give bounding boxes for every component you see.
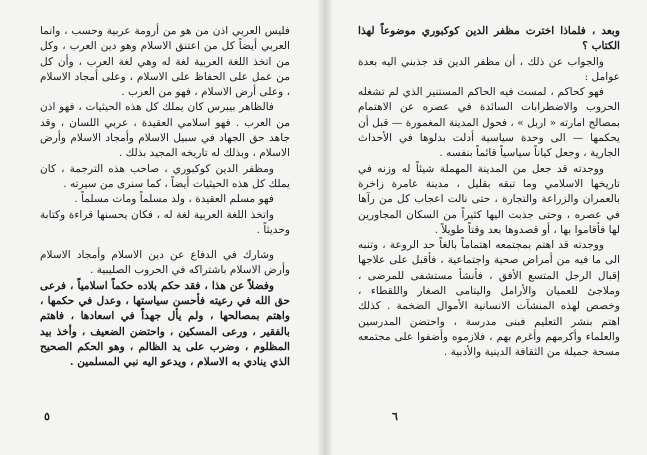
page-number: ٦ — [392, 410, 398, 423]
right-page-text — [358, 24, 620, 361]
paragraph: فليس العربي اذن من هو من أرومة عربية وحسب ، وانما العربي أيضاً كل من اعتنق الاسلام وهو دين العرب ، وكل من اتخذ اللغة العربية لغة له وهي لغة العرب ، وأن كل من عمل على الحفاظ على الاسلام ، وعلى أمجاد الاسلام ، وعلى أرض الاسلام ، فهو من العرب . — [40, 25, 290, 99]
left-page-text — [40, 24, 290, 371]
paragraph: وشارك في الدفاع عن دين الاسلام وأمجاد الاسلام وأرض الاسلام باشتراكه في الحروب الصليبية . — [40, 249, 290, 277]
paragraph: ومظفر الدين كوكبوري ، صاحب هذه الترجمة ، كان يملك كل هذه الحيثيات أيضاً ، كما سنرى من سيرته . — [40, 162, 290, 190]
left-page — [0, 0, 318, 455]
paragraph: ووجدته قد جعل من المدينة المهملة شيئاً له وزنه في تاريخها الاسلامي وما تبقه بقليل ، مدينة عامرة زاخرة بالعمران والزراعة والتجارة ، حتى نالت اعجاب كل من رآها في عصره ، وحتى جذبت اليها كثيراً من السكان المجاورين لها فأقاموا بها ، أو قصدوها بعد وقتاً طويلاً . — [358, 162, 620, 236]
paragraph: فهو كحاكم ، لمست فيه الحاكم المستنير الذي لم تشغله الحروب والاضطرابات السائدة في عصره عن الاهتمام بمصالح امارته « اربل » ، فحول المدينة المغمورة — قبل أن يحكمها — الى وحدة سياسية أدلت بدلوها في الأحداث الجارية ، وجعل كياناً سياسياً قائماً بنفسه . — [358, 86, 620, 160]
right-page — [332, 0, 647, 455]
page-number: ٥ — [44, 410, 50, 423]
paragraph: واتخذ اللغة العربية لغة له ، فكان يحسنها قراءة وكتابة وحديثاً . — [40, 208, 290, 236]
paragraph: فهو مسلم العقيدة ، ولد مسلماً ومات مسلماً . — [74, 193, 274, 206]
paragraph: فالظاهر بيبرس كان يملك كل هذه الحيثيات ، فهو اذن من العرب . فهو اسلامي العقيدة ، عربي اللسان ، وقد جاهد حق الجهاد في سبيل الاسلام وأمجاد الاسلام وأرض الاسلام ، وبذلك له تاريخه المجيد بذلك . — [40, 101, 290, 160]
book-gutter — [318, 0, 332, 455]
paragraph: وفضلاً عن هذا ، فقد حكم بلاده حكماً اسلامياً ، فرعى حق الله في رعيته فأحسن سياستها ، وعدل في حكمها ، واهتم بمصالحها ، ولم يأل جهداً في اسعادها ، فاهتم بالفقير ، ورعى المسكين ، واحتضن الضعيف ، وأخذ بيد المظلوم ، وضرب على يد الظالم ، وهو الحكم الصحيح الذي ينادي به الاسلام ، ويدعو اليه نبي المسلمين . — [40, 279, 290, 369]
paragraph: وبعد ، فلماذا اخترت مظفر الدين كوكبوري موضوعاً لهذا الكتاب ؟ — [358, 25, 620, 53]
paragraph: ووجدته قد اهتم بمجتمعه اهتماماً بالغاً حد الروعة ، وتنبه الى ما فيه من أمراض صحية واجتماعية ، فأقبل على علاجها إقبال الرجل المتسع الأفق ، فأنشأ مستشفى للمرضى ، وملاجئ للعميان والأرامل واليتامى الصغار واللقطاء ، وخصص لهذه المنشآت الانسانية الأموال الضخمة . كذلك اهتم بنشر التعليم فبنى مدرسة ، واحتضن المدرسين والعلماء وأكرمهم وأغرم بهم ، فلازموه وأضفوا على مجتمعه مسحة جميلة من الثقافة الدينية والأدبية . — [358, 239, 620, 359]
paragraph: والجواب عن ذلك ، أن مظفر الدين قد جذبني اليه بعدة عوامل : — [358, 55, 620, 83]
